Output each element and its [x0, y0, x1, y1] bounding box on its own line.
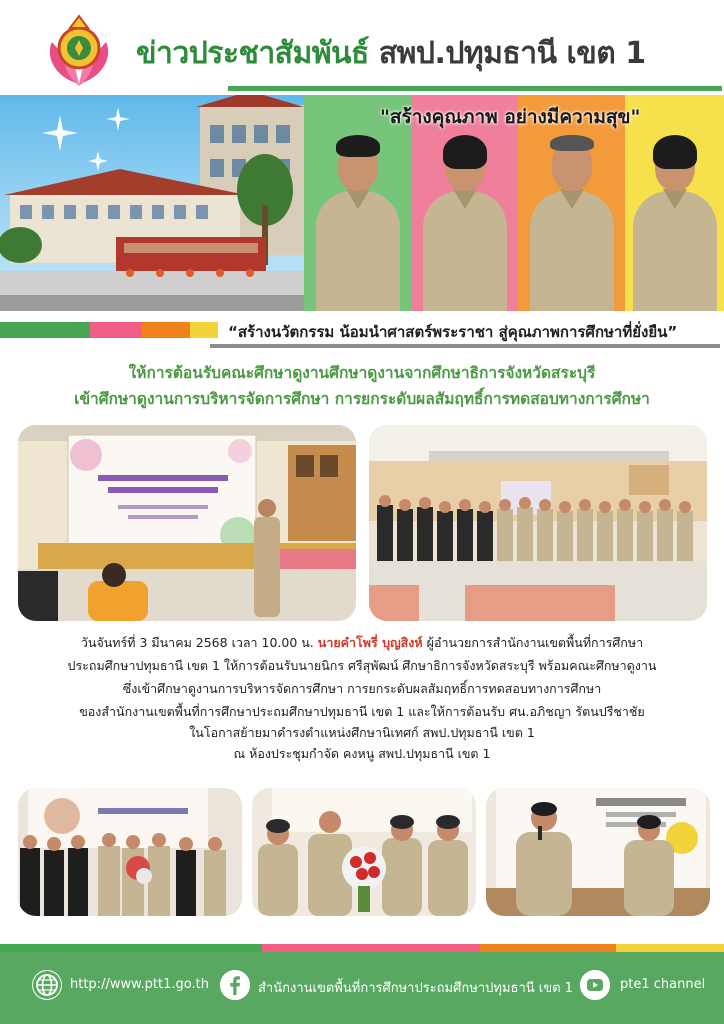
title-main: ข่าวประชาสัมพันธ์	[136, 36, 369, 71]
globe-icon[interactable]	[32, 970, 62, 1000]
photo-group-small	[18, 788, 242, 916]
director-name: นายคำโพรี่ บุญสิงห์	[317, 635, 423, 650]
article-line-5: ในโอกาสย้ายมาดำรงตำแหน่งศึกษานิเทศก์ สพป.ปทุมธานี เขต 1	[189, 725, 535, 740]
photo-flower-handover	[252, 788, 476, 916]
banner-slogan: "สร้างคุณภาพ อย่างมีความสุข"	[380, 106, 641, 128]
article-line-3: ซึ่งเข้าศึกษาดูงานการบริหารจัดการศึกษา การยกระดับผลสัมฤทธิ์การทดสอบทางการศึกษา	[122, 681, 602, 696]
photo-speaker	[486, 788, 710, 916]
news-headline-line-2: เข้าศึกษาดูงานการบริหารจัดการศึกษา การยกระดับผลสัมฤทธิ์การทดสอบทางการศึกษา	[74, 390, 650, 408]
facebook-icon[interactable]	[220, 970, 250, 1000]
office-logo	[42, 14, 116, 90]
school-building-photo	[0, 95, 304, 311]
article-date: วันจันทร์ที่ 3 มีนาคม 2568 เวลา 10.00 น.	[80, 635, 314, 650]
youtube-icon[interactable]	[580, 970, 610, 1000]
footer-stripe	[0, 944, 724, 952]
officer-portrait	[419, 121, 511, 311]
officer-portrait	[629, 121, 721, 311]
article-line-6: ณ ห้องประชุมกำจัด คงหนู สพป.ปทุมธานี เขต 1	[233, 746, 491, 761]
article-line-1	[0, 634, 724, 652]
director-title: ผู้อำนวยการสำนักงานเขตพื้นที่การศึกษา	[426, 635, 644, 650]
color-stripe	[0, 322, 218, 338]
facebook-page-link[interactable]: สำนักงานเขตพื้นที่การศึกษาประถมศึกษาปทุมธานี เขต 1	[258, 981, 573, 996]
photo-group	[369, 425, 707, 621]
motto-divider	[210, 344, 720, 348]
header-underline	[228, 86, 722, 91]
page-title	[136, 30, 646, 77]
title-office: สพป.ปทุมธานี เขต 1	[378, 36, 646, 71]
officer-portrait	[526, 121, 618, 311]
article-line-4: ของสำนักงานเขตพื้นที่การศึกษาประถมศึกษาปทุมธานี เขต 1 และให้การต้อนรับ ศน.อภิชญา รัตนปรีชาชัย	[79, 704, 645, 719]
officer-portrait	[312, 121, 404, 311]
photo-presentation	[18, 425, 356, 621]
article-line-2: ประถมศึกษาปทุมธานี เขต 1 ให้การต้อนรับนายนิกร ศรีสุพัฒน์ ศึกษาธิการจังหวัดสระบุรี พร้อมคณะศึกษาดูงาน	[67, 658, 657, 673]
motto: “สร้างนวัตกรรม น้อมนำศาสตร์พระราชา สู่คุณภาพการศึกษาที่ยั่งยืน”	[228, 323, 678, 341]
youtube-channel-link[interactable]: pte1 channel	[620, 977, 706, 992]
website-link[interactable]: http://www.ptt1.go.th	[70, 977, 209, 992]
header-banner	[0, 95, 724, 311]
news-headline-line-1: ให้การต้อนรับคณะศึกษาดูงานศึกษาดูงานจากศึกษาธิการจังหวัดสระบุรี	[128, 364, 596, 382]
